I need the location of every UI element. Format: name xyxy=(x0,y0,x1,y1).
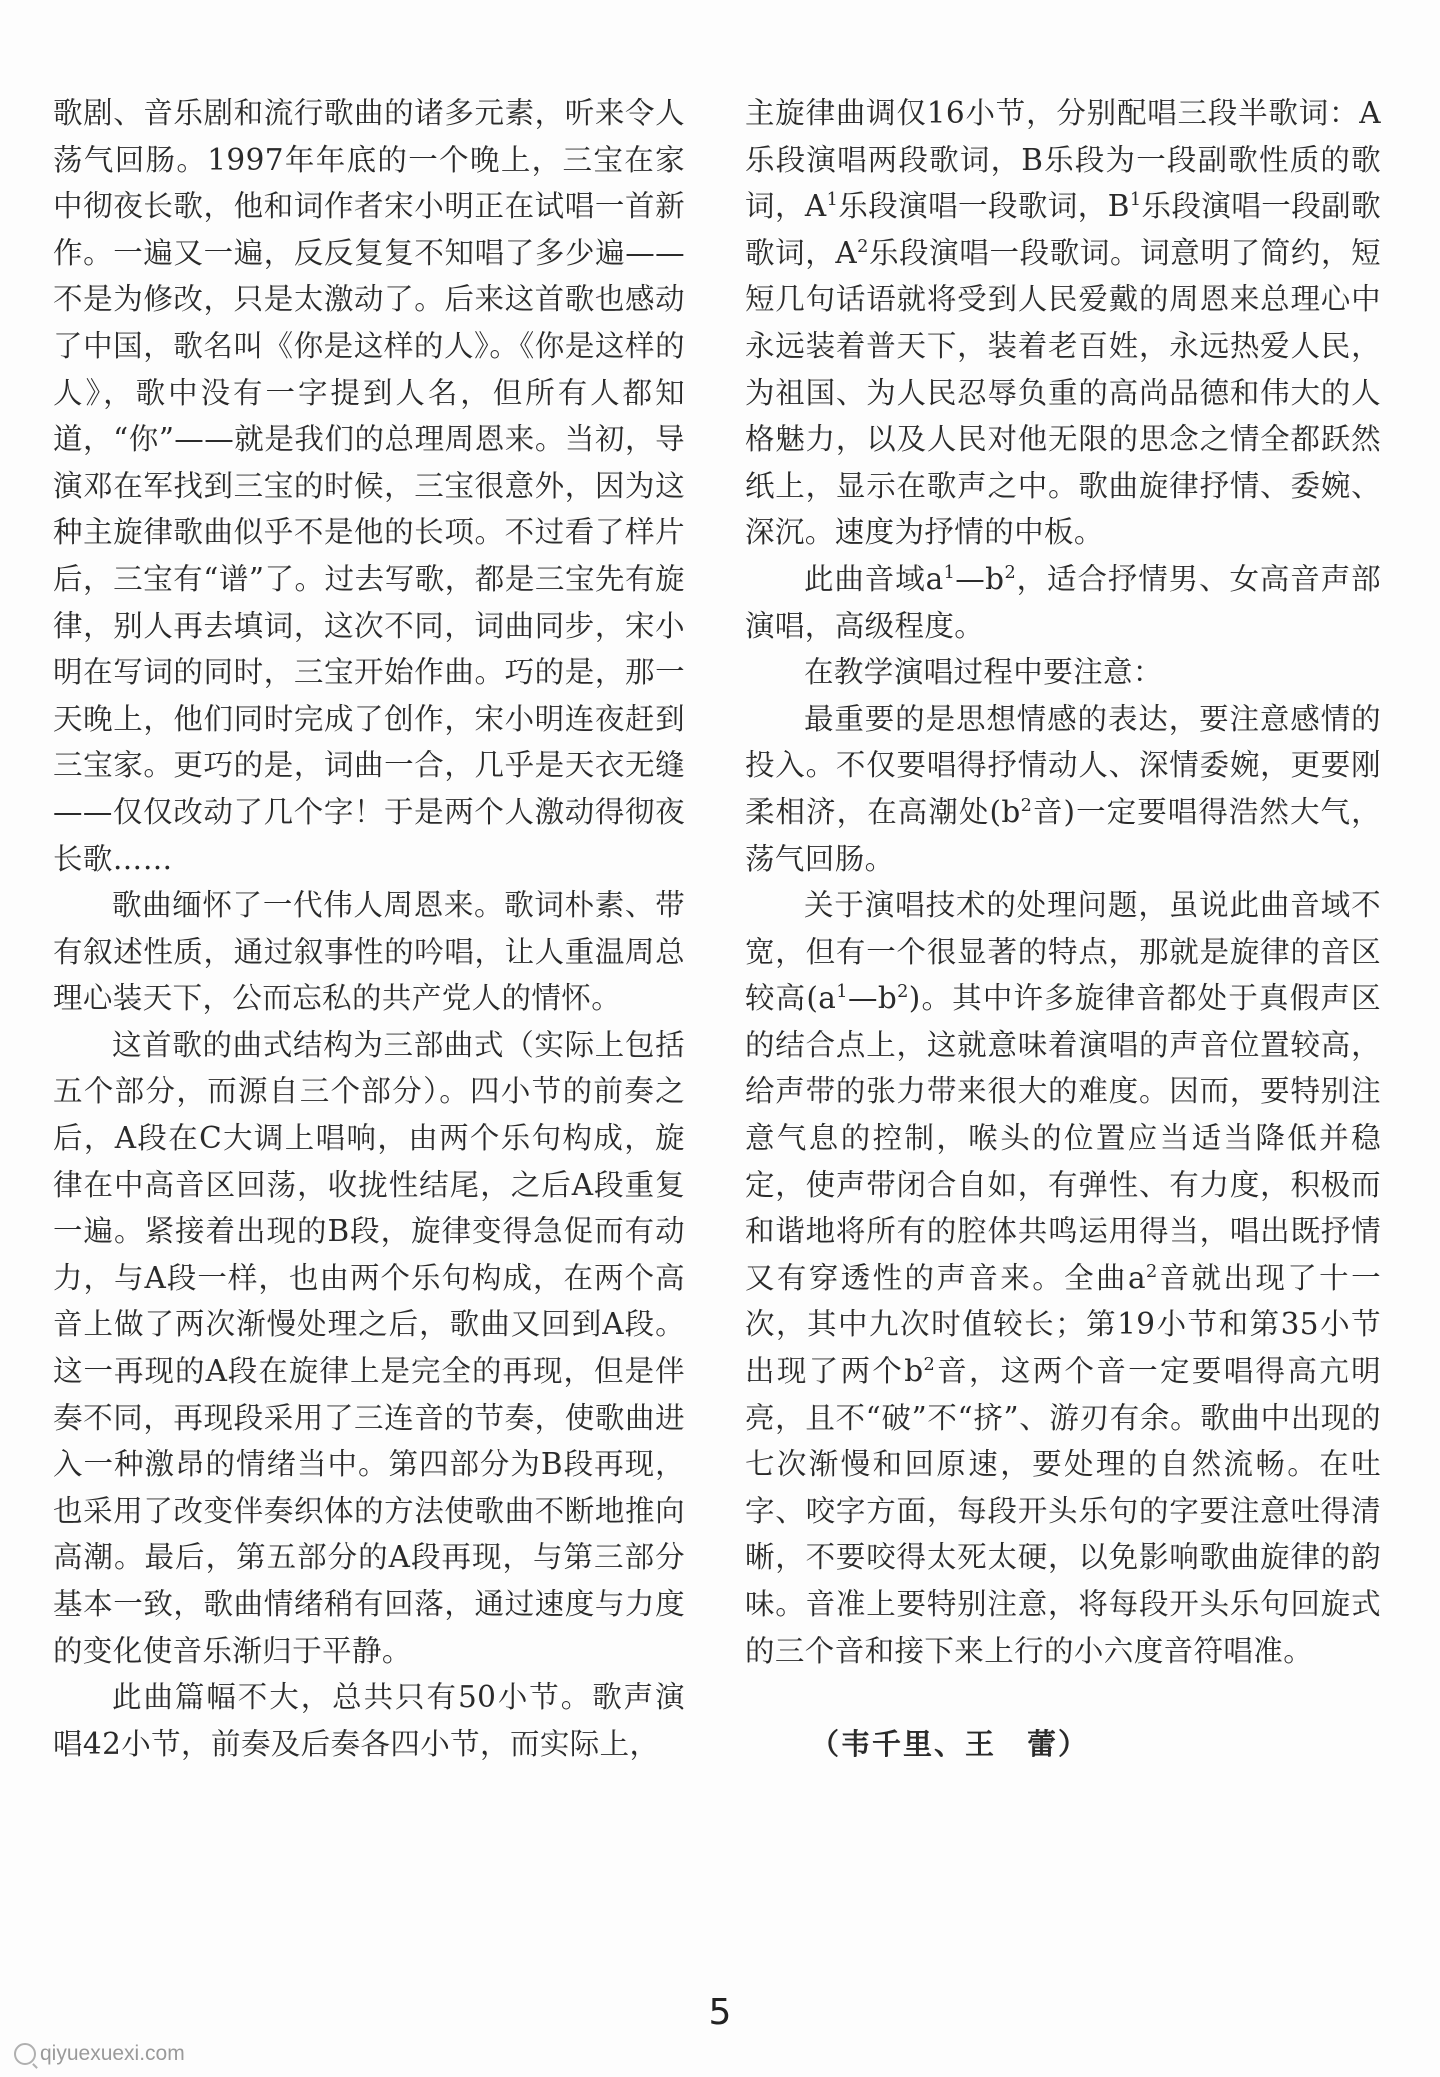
text-run: 主旋律曲调仅16小节，分别配唱三段半歌词：A乐段演唱两段歌词，B乐段为一段副歌性质的歌词，A xyxy=(745,96,1381,224)
paragraph xyxy=(745,556,1381,649)
text-run: 乐段演唱一段歌词，B xyxy=(838,189,1130,224)
superscript: 2 xyxy=(1145,1262,1158,1283)
text-run: 音)一定要唱得浩然大气，荡气回肠。 xyxy=(745,794,1381,876)
text-run: —b xyxy=(955,561,1005,596)
paragraph: 歌曲缅怀了一代伟人周恩来。歌词朴素、带有叙述性质，通过叙事性的吟唱，让人重温周总理心装天下，公而忘私的共产党人的情怀。 xyxy=(53,888,685,1016)
text-run: ，适合抒情男、女高音声部演唱，高级程度。 xyxy=(745,561,1381,643)
text-run: 音，这两个音一定要唱得高亢明亮，且不“破”不“挤”、游刃有余。歌曲中出现的七次渐慢和回原速，要处理的自然流畅。在吐字、咬字方面，每段开头乐句的字要注意吐得清晰，不要咬得太死太硬，以免影响歌曲旋律的韵味。音准上要特别注意，将每段开头乐句回旋式的三个音和接下来上行的小六度音符唱准。 xyxy=(745,1354,1381,1668)
text-run: —b xyxy=(847,981,898,1016)
text-run: 乐段演唱一段副歌歌词，A xyxy=(745,189,1381,270)
paragraph xyxy=(745,90,1381,556)
superscript: 2 xyxy=(923,1355,936,1376)
text-run: 乐段演唱一段歌词。词意明了简约，短短几句话语就将受到人民爱戴的周恩来总理心中永远装着普天下，装着老百姓，永远热爱人民，为祖国、为人民忍辱负重的高尚品德和伟大的人格魅力，以及人民对他无限的思念之情全都跃然纸上，显示在歌声之中。歌曲旋律抒情、委婉、深沉。速度为抒情的中板。 xyxy=(745,235,1381,550)
superscript: 2 xyxy=(897,982,909,1003)
right-column xyxy=(745,90,1381,1768)
text-run: 此曲音域a xyxy=(804,561,944,596)
superscript: 1 xyxy=(943,563,956,584)
paragraph xyxy=(745,696,1381,882)
superscript: 2 xyxy=(1004,563,1017,584)
paragraph xyxy=(745,882,1381,1674)
site-watermark xyxy=(14,2042,185,2066)
superscript: 1 xyxy=(826,190,839,211)
text-run: 最重要的是思想情感的表达，要注意感情的投入。不仅要唱得抒情动人、深情委婉，更要刚柔相济，在高潮处(b xyxy=(745,701,1381,829)
paragraph: 此曲篇幅不大，总共只有50小节。歌声演唱42小节，前奏及后奏各四小节，而实际上， xyxy=(53,1680,685,1761)
superscript: 1 xyxy=(1129,190,1142,211)
left-column xyxy=(53,90,685,1767)
text-run: 关于演唱技术的处理问题，虽说此曲音域不宽，但有一个很显著的特点，那就是旋律的音区较高(a xyxy=(745,888,1381,1016)
text-run: 音就出现了十一次，其中九次时值较长；第19小节和第35小节出现了两个b xyxy=(745,1260,1381,1389)
author-signature: （韦千里、王 蕾） xyxy=(810,1727,1090,1762)
paragraph: 这首歌的曲式结构为三部曲式（实际上包括五个部分，而源自三个部分）。四小节的前奏之后，A段在C大调上唱响，由两个乐句构成，旋律在中高音区回荡，收拢性结尾，之后A段重复一遍。紧接着出现的B段，旋律变得急促而有动力，与A段一样，也由两个乐句构成，在两个高音上做了两次渐慢处理之后，歌曲又回到A段。这一再现的A段在旋律上是完全的再现，但是伴奏不同，再现段采用了三连音的节奏，使歌曲进入一种激昂的情绪当中。第四部分为B段再现，也采用了改变伴奏织体的方法使歌曲不断地推向高潮。最后，第五部分的A段再现，与第三部分基本一致，歌曲情绪稍有回落，通过速度与力度的变化使音乐渐归于平静。 xyxy=(53,1027,685,1668)
paragraph: 歌剧、音乐剧和流行歌曲的诸多元素，听来令人荡气回肠。1997年年底的一个晚上，三宝在家中彻夜长歌，他和词作者宋小明正在试唱一首新作。一遍又一遍，反反复复不知唱了多少遍——不是为修改，只是太激动了。后来这首歌也感动了中国，歌名叫《你是这样的人》。《你是这样的人》，歌中没有一字提到人名，但所有人都知道，“你”——就是我们的总理周恩来。当初，导演邓在军找到三宝的时候，三宝很意外，因为这种主旋律歌曲似乎不是他的长项。不过看了样片后，三宝有“谱”了。过去写歌，都是三宝先有旋律，别人再去填词，这次不同，词曲同步，宋小明在写词的同时，三宝开始作曲。巧的是，那一天晚上，他们同时完成了创作，宋小明连夜赶到三宝家。更巧的是，词曲一合，几乎是天衣无缝——仅仅改动了几个字！于是两个人激动得彻夜长歌…… xyxy=(53,96,685,876)
search-icon xyxy=(14,2043,36,2065)
superscript: 1 xyxy=(836,982,848,1003)
paragraph: 在教学演唱过程中要注意： xyxy=(804,655,1163,690)
superscript: 2 xyxy=(1020,796,1033,817)
watermark-text: qiyuexuexi.com xyxy=(40,2042,185,2065)
page-number: 5 xyxy=(708,1992,732,2033)
text-run: )。其中许多旋律音都处于真假声区的结合点上，这就意味着演唱的声音位置较高，给声带的张力带来很大的难度。因而，要特别注意气息的控制，喉头的位置应当适当降低并稳定，使声带闭合自如，有弹性、有力度，积极而和谐地将所有的腔体共鸣运用得当，唱出既抒情又有穿透性的声音来。全曲a xyxy=(745,981,1381,1295)
superscript: 2 xyxy=(857,236,869,257)
